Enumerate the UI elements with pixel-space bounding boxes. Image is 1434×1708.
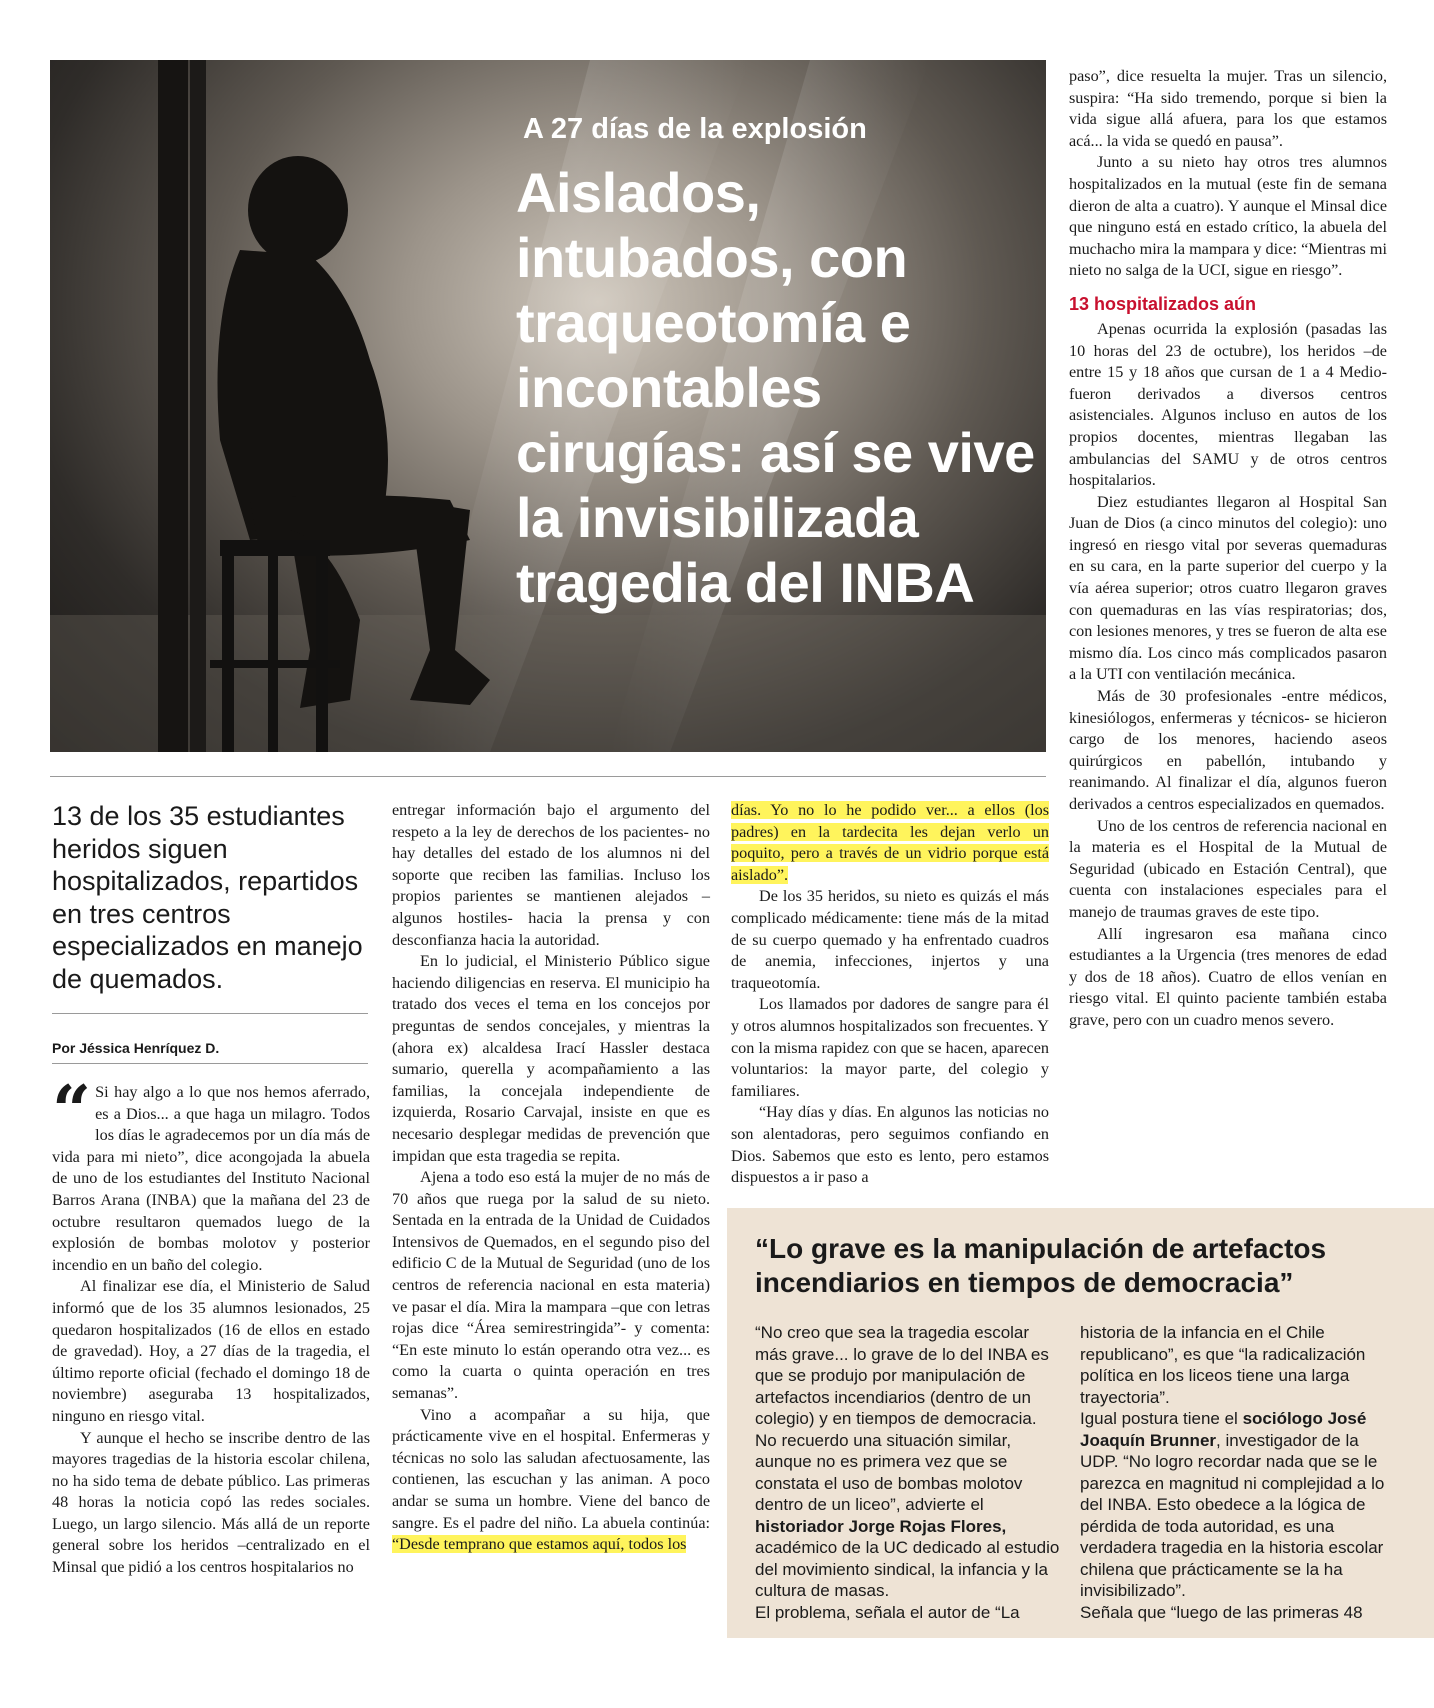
headline-kicker: A 27 días de la explosión [523, 113, 867, 145]
sidebar-title: “Lo grave es la manipulación de artefactos incendiarios en tiempos de democracia” [755, 1233, 1327, 1298]
section-divider [50, 776, 1046, 777]
sidebar-paragraph: Señala que “luego de las primeras 48 [1080, 1602, 1363, 1622]
body-paragraph: “Hay días y días. En algunos las noticias no son alentadoras, pero seguimos confiando en Dios. Sabemos que esto es lento, pero estamos dispuestos a ir paso a [731, 1103, 1049, 1187]
article-column-1 [52, 1071, 370, 1579]
body-paragraph: Vino a acompañar a su hija, que prácticamente vive en el hospital. Enfermeras y técnicas no solo las saludan afectuosamente, las contienen, las escuchan y las animan. A poco andar se suma un hombre. Viene del banco de sangre. Es el padre del niño. La abuela continúa: “Desde temprano que estamos aquí, todos los [392, 1405, 710, 1554]
body-paragraph: Y aunque el hecho se inscribe dentro de las mayores tragedias de la historia escolar chilena, no ha sido tema de debate público. Las primeras 48 horas la noticia copó las redes sociales. Luego, un largo silencio. Más allá de un reporte general sobre los heridos –centralizado en el Minsal que pidió a los centros hospitalarios no [52, 1428, 370, 1577]
body-paragraph: Más de 30 profesionales -entre médicos, kinesiólogos, enfermeras y técnicos- se hicieron cargo de los menores, haciendo aseos quirúrgicos en pabellón, intubando y reanimando. Al finalizar el día, algunos fueron derivados a centros especializados en quemados. [1069, 687, 1387, 813]
section-subhead: 13 hospitalizados aún [1069, 293, 1257, 314]
deck-divider-top [52, 1013, 368, 1014]
body-paragraph: Apenas ocurrida la explosión (pasadas las 10 horas del 23 de octubre), los heridos –de entre 15 y 18 años que cursan de 1 a 4 Medio- fueron derivados a diversos centros asistenciales. Algunos incluso en autos de los propios docentes, mientras llegaban las ambulancias del SAMU y de otros centros hospitalarios. [1069, 319, 1387, 490]
sidebar-paragraph: El problema, señala el autor de “La [755, 1602, 1020, 1622]
sidebar-column-2 [1080, 1322, 1400, 1623]
body-paragraph: En lo judicial, el Ministerio Público sigue haciendo diligencias en reserva. El municipio ha tratado dos veces el tema en los concejos por preguntas de sendos concejales, y mientras la (ahora ex) alcaldesa Irací Hassler destaca sumario, querella y acompañamiento a las familias, la concejala independiente de izquierda, Rosario Carvajal, insiste en que es necesario desplegar medidas de prevención que impidan que esta tragedia se repita. [392, 952, 710, 1165]
sidebar-paragraph: historia de la infancia en el Chile republicano”, es que “la radicalización política en los liceos tiene una larga trayectoria”. [1080, 1323, 1366, 1407]
article-deck: 13 de los 35 estudiantes heridos siguen hospitalizados, repartidos en tres centros especializados en manejo de quemados. [52, 801, 363, 994]
body-paragraph: paso”, dice resuelta la mujer. Tras un silencio, suspira: “Ha sido tremendo, porque si bien la vida sigue allá afuera, para los que estamos acá... la vida se quedó en pausa”. [1069, 67, 1387, 150]
sidebar-paragraph: “No creo que sea la tragedia escolar más grave... lo grave de lo del INBA es que se produjo por manipulación de artefactos incendiarios (dentro de un colegio) y en tiempos de democracia. No recuerdo una situación similar, aunque no es primera vez que se constata el uso de bombas molotov dentro de un liceo”, advierte el historiador Jorge Rojas Flores, académico de la UC dedicado al estudio del movimiento sindical, la infancia y la cultura de masas. [755, 1323, 1060, 1600]
main-headline: Aislados, intubados, con traqueotomía e incontables cirugías: así se vive la invisibilizada tragedia del INBA [516, 161, 1035, 614]
body-paragraph: Los llamados por dadores de sangre para él y otros alumnos hospitalizados son frecuentes. Y con la misma rapidez con que se hacen, aparecen voluntarios: la mayor parte, del colegio y familiares. [731, 995, 1049, 1100]
highlighted-quote: “Desde temprano que estamos aquí, todos los [392, 1535, 687, 1554]
byline: Por Jéssica Henríquez D. [52, 1040, 220, 1056]
sidebar-column-1 [755, 1322, 1063, 1623]
opening-quote-icon: “ [52, 1071, 92, 1151]
deck-divider-bottom [52, 1063, 368, 1064]
article-column-3 [731, 800, 1049, 1189]
body-paragraph: De los 35 heridos, su nieto es quizás el más complicado médicamente: tiene más de la mitad de su cuerpo quemado y ha enfrentado cuadros de anemia, infecciones, injertos y una traqueotomía. [731, 887, 1049, 992]
body-paragraph: entregar información bajo el argumento del respeto a la ley de derechos de los pacientes- no hay detalles del estado de los alumnos ni del soporte que reciben las familias. Incluso los propios parientes se mantienen alejados –algunos hostiles- hacia la prensa y con desconfianza hacia la autoridad. [392, 801, 710, 949]
body-paragraph: Uno de los centros de referencia nacional en la materia es el Hospital de la Mutual de Seguridad (ubicado en Estación Central), que cuenta con instalaciones especiales para el manejo de traumas graves de este tipo. [1069, 816, 1387, 921]
body-paragraph [731, 800, 1049, 886]
body-paragraph: Junto a su nieto hay otros tres alumnos hospitalizados en la mutual (este fin de semana dieron de alta a cuatro). Y aunque el Minsal dice que ninguno está en estado crítico, la abuela del muchacho mira la mampara y dice: “Mientras mi nieto no salga de la UCI, sigue en riesgo”. [1069, 153, 1387, 280]
body-paragraph: Al finalizar ese día, el Ministerio de Salud informó que de los 35 alumnos lesionados, 25 quedaron hospitalizados (16 de ellos en estado de gravedad). Hoy, a 27 días de la tragedia, el último reporte oficial (fechado el domingo 18 de noviembre) aseguraba 13 hospitalizados, ninguno en riesgo vital. [52, 1277, 370, 1425]
article-column-4 [1069, 66, 1387, 1032]
sidebar-paragraph: Igual postura tiene el sociólogo José Joaquín Brunner, investigador de la UDP. “No logro recordar nada que se le parezca en magnitud ni complejidad a lo del INBA. Esto obedece a la lógica de pérdida de toda autoridad, es una verdadera tragedia en la historia escolar chilena que prácticamente se la ha invisibilizado”. [1080, 1409, 1385, 1600]
sidebar-bold-name: sociólogo José Joaquín Brunner [1080, 1409, 1367, 1450]
body-paragraph: Allí ingresaron esa mañana cinco estudiantes a la Urgencia (tres menores de edad y dos de 18 años). Cuatro de ellos venían en riesgo vital. El quinto paciente también estaba grave, pero con un cuadro menos severo. [1069, 924, 1387, 1029]
body-paragraph: “ Si hay algo a lo que nos hemos aferrado, es a Dios... a que haga un milagro. Todos los días le agradecemos por un día más de vida para mi nieto”, dice acongojada la abuela de uno de los estudiantes del Instituto Nacional Barros Arana (INBA) que la mañana del 23 de octubre resultaron quemados luego de la explosión de bombas molotov y posterior incendio en un baño del colegio. [52, 1071, 370, 1274]
body-paragraph: Diez estudiantes llegaron al Hospital San Juan de Dios (a cinco minutos del colegio): uno ingresó en riesgo vital por severas quemaduras en su cara, en la parte superior del cuerpo y la vía aérea superior; otros cuatro llegaron graves con quemaduras en las vías respiratorias; dos, con lesiones menores, y tres se fueron de alta ese mismo día. Los cinco más complicados pasaron a la UTI con ventilación mecánica. [1069, 492, 1387, 684]
highlighted-quote: días. Yo no lo he podido ver... a ellos (los padres) en la tardecita les dejan verlo un poquito, pero a través de un vidrio porque está aislado”. [731, 801, 1049, 884]
article-column-2 [392, 800, 710, 1556]
sidebar-bold-name: historiador Jorge Rojas Flores, [755, 1516, 1007, 1536]
body-paragraph: Ajena a todo eso está la mujer de no más de 70 años que ruega por la salud de su nieto. Sentada en la entrada de la Unidad de Cuidados Intensivos de Quemados, en el segundo piso del edificio C de la Mutual de Seguridad (uno de los centros de referencia nacional en esta materia) ve pasar el día. Mira la mampara –que con letras rojas dice “Área semirestringida”- y comenta: “En este minuto lo están operando otra vez... es como la cuarta o quinta operación en tres semanas”. [392, 1168, 710, 1403]
